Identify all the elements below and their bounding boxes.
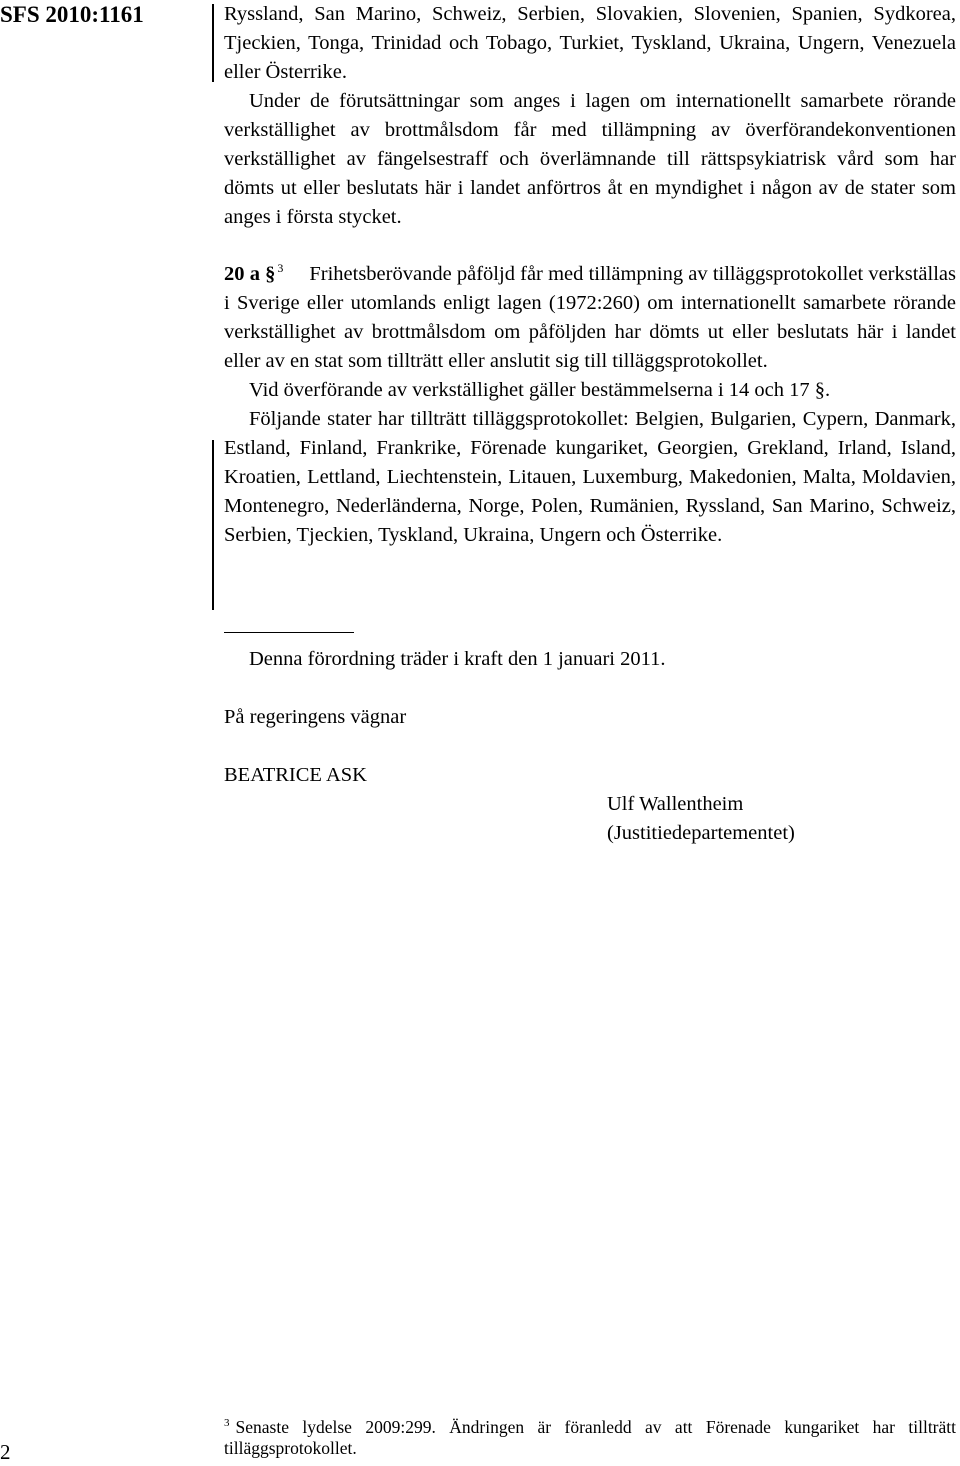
footnote xyxy=(224,1417,956,1459)
footnote-text: Senaste lydelse 2009:299. Ändringen är föranledd av att Förenade kungariket har tillträtt tilläggsprotokollet. xyxy=(224,1417,956,1458)
department: (Justitiedepartementet) xyxy=(607,822,795,844)
footnote-mark: 3 xyxy=(224,1417,230,1430)
change-bar xyxy=(212,4,214,82)
section-20a-para2: Vid överförande av verkställighet gäller bestämmelserna i 14 och 17 §. xyxy=(249,379,831,401)
section-heading: 20 a § xyxy=(224,263,276,285)
sfs-number: SFS 2010:1161 xyxy=(0,2,144,27)
section-20a xyxy=(224,260,956,550)
effective-date: Denna förordning träder i kraft den 1 januari 2011. xyxy=(249,648,666,670)
paragraph-continuation-block xyxy=(224,0,956,232)
section-20a-first-paragraph xyxy=(224,260,956,376)
minister-name: BEATRICE ASK xyxy=(224,764,367,786)
section-20a-para3: Följande stater har tillträtt tilläggsprotokollet: Belgien, Bulgarien, Cypern, Danmark, Estland, Finland, Frankrike, Förenade kungariket, Georgien, Grekland, Irland, Island, Kroatien, Lettland, Liechtenstein, Litauen, Luxemburg, Makedonien, Malta, Moldavien, Montenegro, Nederländerna, Norge, Polen, Rumänien, Ryssland, San Marino, Schweiz, Serbien, Tjeckien, Tyskland, Ukraina, Ungern och Österrike. xyxy=(224,408,956,546)
change-bar xyxy=(212,440,214,610)
page-number: 2 xyxy=(0,1440,11,1464)
signoff: På regeringens vägnar xyxy=(224,706,407,728)
section-20a-text: Frihetsberövande påföljd får med tillämpning av tilläggsprotokollet verkställas i Sverige eller utomlands enligt lagen (1972:260) om internationellt samarbete rörande verkställighet av brottmålsdom om påföljden har dömts ut eller beslutats här i landet eller av en stat som tillträtt eller anslutit sig till tilläggsprotokollet. xyxy=(224,263,956,372)
divider xyxy=(224,632,354,633)
footnote-ref: 3 xyxy=(277,261,284,276)
paragraph-continuation: Ryssland, San Marino, Schweiz, Serbien, Slovakien, Slovenien, Spanien, Sydkorea, Tjeckien, Tonga, Trinidad och Tobago, Turkiet, Tyskland, Ukraina, Ungern, Venezuela eller Österrike. xyxy=(224,3,956,83)
paragraph-second: Under de förutsättningar som anges i lagen om internationellt samarbete rörande verkställighet av brottmålsdom får med tillämpning av överförandekonventionen verkställighet av fängelsestraff och överlämnande till rättspsykiatrisk vård som har dömts ut eller beslutats här i landet anförtros åt en myndighet i någon av de stater som anges i första stycket. xyxy=(224,90,956,228)
official-name: Ulf Wallentheim xyxy=(607,793,744,815)
